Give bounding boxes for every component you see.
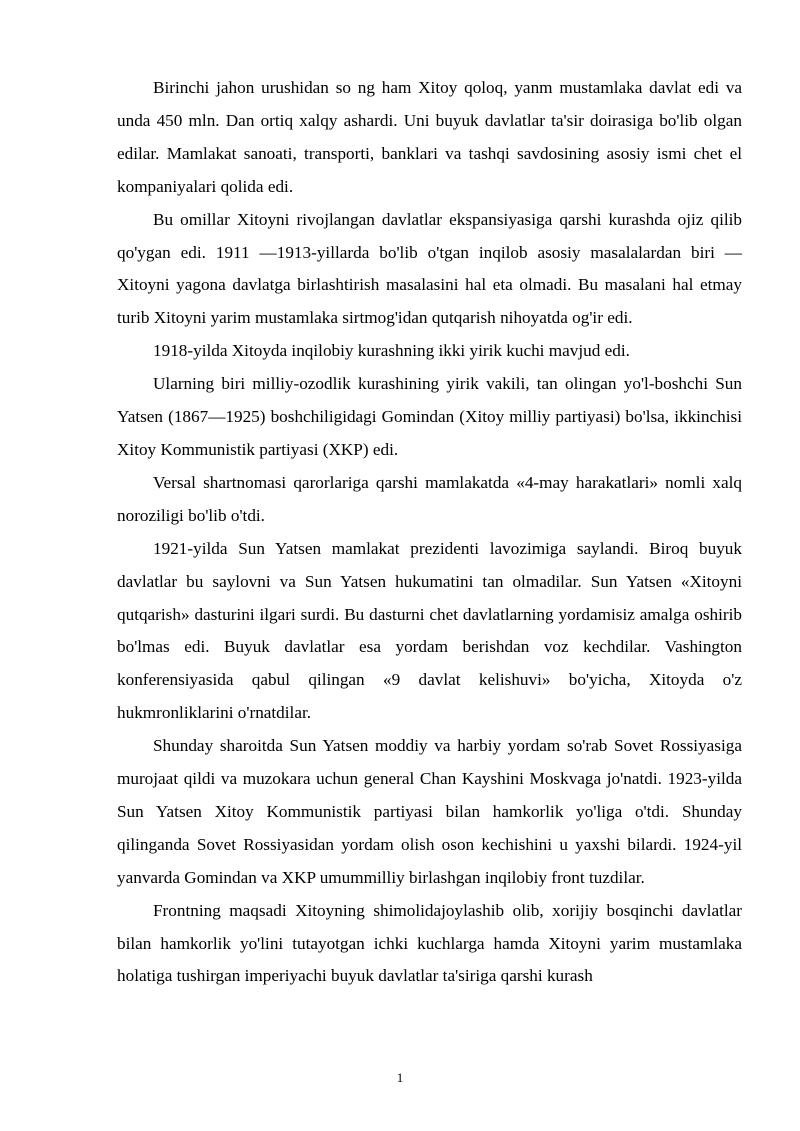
document-body — [117, 72, 742, 993]
paragraph: 1921-yilda Sun Yatsen mamlakat prezidenti lavozimiga saylandi. Biroq buyuk davlatlar bu saylovni va Sun Yatsen hukumatini tan olmadilar. Sun Yatsen «Xitoyni qutqarish» dasturini ilgari surdi. Bu dasturni chet davlatlarning yordamisiz amalga oshirib bo'lmas edi. Buyuk davlatlar esa yordam berishdan voz kechdilar. Vashington konferensiyasida qabul qilingan «9 davlat kelishuvi» bo'yicha, Xitoyda o'z hukmronliklarini o'rnatdilar. — [117, 538, 742, 723]
paragraph: Frontning maqsadi Xitoyning shimolidajoylashib olib, xorijiy bosqinchi davlatlar bilan hamkorlik yo'lini tutayotgan ichki kuchlarga hamda Xitoyni yarim mustamlaka holatiga tushirgan imperiyachi buyuk davlatlar ta'siriga qarshi kurash — [117, 900, 742, 986]
paragraph: Birinchi jahon urushidan so ng ham Xitoy qoloq, yanm mustamlaka davlat edi va unda 450 mln. Dan ortiq xalqy ashardi. Uni buyuk davlatlar ta'sir doirasiga bo'lib olgan edilar. Mamlakat sanoati, transporti, banklari va tashqi savdosining asosiy ismi chet el kompaniyalari qolida edi. — [117, 78, 742, 196]
page-number: 1 — [396, 1070, 404, 1085]
paragraph: 1918-yilda Xitoyda inqilobiy kurashning ikki yirik kuchi mavjud edi. — [153, 341, 630, 361]
paragraph: Shunday sharoitda Sun Yatsen moddiy va harbiy yordam so'rab Sovet Rossiyasiga murojaat qildi va muzokara uchun general Chan Kayshini Moskvaga jo'natdi. 1923-yilda Sun Yatsen Xitoy Kommunistik partiyasi bilan hamkorlik yo'liga o'tdi. Shunday qilinganda Sovet Rossiyasidan yordam olish oson kechishini u yaxshi bilardi. 1924-yil yanvarda Gomindan va XKP umummilliy birlashgan inqilobiy front tuzdilar. — [117, 736, 742, 887]
paragraph: Bu omillar Xitoyni rivojlangan davlatlar ekspansiyasiga qarshi kurashda ojiz qilib qo'ygan edi. 1911 —1913-yillarda bo'lib o'tgan inqilob asosiy masalalardan biri — Xitoyni yagona davlatga birlashtirish masalasini hal eta olmadi. Bu masalani hal etmay turib Xitoyni yarim mustamlaka sirtmog'idan qutqarish nihoyatda og'ir edi. — [117, 209, 742, 328]
paragraph: Versal shartnomasi qarorlariga qarshi mamlakatda «4-may harakatlari» nomli xalq noroziligi bo'lib o'tdi. — [117, 472, 742, 525]
paragraph: Ularning biri milliy-ozodlik kurashining yirik vakili, tan olingan yo'l-boshchi Sun Yatsen (1867—1925) boshchiligidagi Gomindan (Xitoy milliy partiyasi) bo'lsa, ikkinchisi Xitoy Kommunistik partiyasi (XKP) edi. — [117, 374, 742, 459]
